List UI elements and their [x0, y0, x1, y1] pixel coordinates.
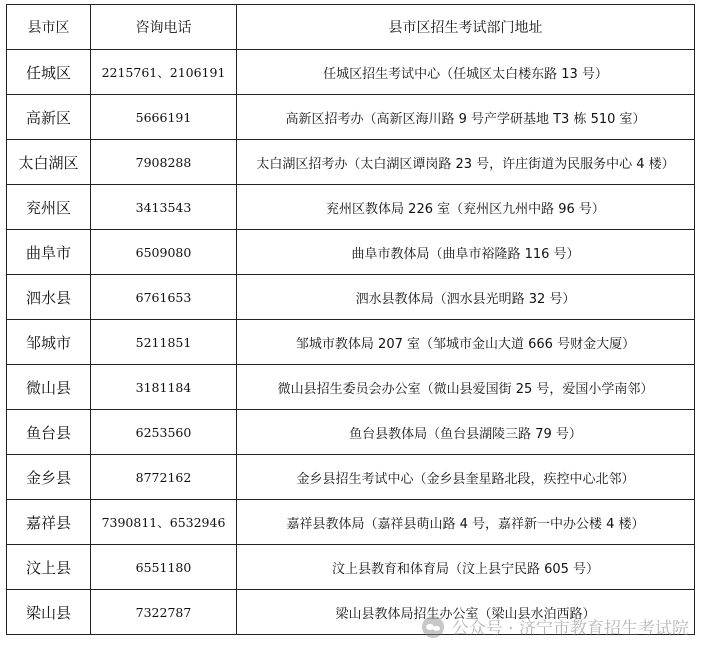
phone-cell: 5211851 — [91, 320, 237, 365]
address-cell: 鱼台县教体局（鱼台县湖陵三路 79 号） — [237, 410, 695, 455]
address-cell: 曲阜市教体局（曲阜市裕隆路 116 号） — [237, 230, 695, 275]
phone-cell: 6509080 — [91, 230, 237, 275]
address-cell: 高新区招考办（高新区海川路 9 号产学研基地 T3 栋 510 室） — [237, 95, 695, 140]
phone-cell: 6761653 — [91, 275, 237, 320]
address-cell: 泗水县教体局（泗水县光明路 32 号） — [237, 275, 695, 320]
address-cell: 嘉祥县教体局（嘉祥县萌山路 4 号，嘉祥新一中办公楼 4 楼） — [237, 500, 695, 545]
address-cell: 微山县招生委员会办公室（微山县爱国街 25 号，爱国小学南邻） — [237, 365, 695, 410]
county-cell: 泗水县 — [7, 275, 91, 320]
phone-cell: 8772162 — [91, 455, 237, 500]
contact-table-container — [6, 4, 694, 635]
phone-cell: 6253560 — [91, 410, 237, 455]
address-cell: 金乡县招生考试中心（金乡县奎星路北段，疾控中心北邻） — [237, 455, 695, 500]
county-cell: 微山县 — [7, 365, 91, 410]
table-row — [7, 185, 695, 230]
table-row — [7, 365, 695, 410]
phone-cell: 7908288 — [91, 140, 237, 185]
table-row — [7, 140, 695, 185]
table-row — [7, 545, 695, 590]
address-cell: 邹城市教体局 207 室（邹城市金山大道 666 号财金大厦） — [237, 320, 695, 365]
county-cell: 邹城市 — [7, 320, 91, 365]
phone-cell: 7390811、6532946 — [91, 500, 237, 545]
table-row — [7, 410, 695, 455]
address-cell: 梁山县教体局招生办公室（梁山县水泊西路） — [237, 590, 695, 635]
county-cell: 兖州区 — [7, 185, 91, 230]
county-cell: 太白湖区 — [7, 140, 91, 185]
county-cell: 汶上县 — [7, 545, 91, 590]
county-cell: 嘉祥县 — [7, 500, 91, 545]
phone-cell: 3413543 — [91, 185, 237, 230]
header-phone: 咨询电话 — [91, 5, 237, 50]
phone-cell: 3181184 — [91, 365, 237, 410]
table-row — [7, 275, 695, 320]
table-row — [7, 455, 695, 500]
phone-cell: 7322787 — [91, 590, 237, 635]
table-row — [7, 500, 695, 545]
header-address: 县市区招生考试部门地址 — [237, 5, 695, 50]
county-cell: 高新区 — [7, 95, 91, 140]
county-cell: 曲阜市 — [7, 230, 91, 275]
phone-cell: 2215761、2106191 — [91, 50, 237, 95]
table-row — [7, 320, 695, 365]
header-county: 县市区 — [7, 5, 91, 50]
address-cell: 太白湖区招考办（太白湖区谭岗路 23 号，许庄街道为民服务中心 4 楼） — [237, 140, 695, 185]
county-cell: 任城区 — [7, 50, 91, 95]
county-cell: 鱼台县 — [7, 410, 91, 455]
address-cell: 任城区招生考试中心（任城区太白楼东路 13 号） — [237, 50, 695, 95]
table-row — [7, 590, 695, 635]
address-cell: 兖州区教体局 226 室（兖州区九州中路 96 号） — [237, 185, 695, 230]
county-cell: 梁山县 — [7, 590, 91, 635]
address-cell: 汶上县教育和体育局（汶上县宁民路 605 号） — [237, 545, 695, 590]
table-row — [7, 50, 695, 95]
phone-cell: 6551180 — [91, 545, 237, 590]
table-row — [7, 95, 695, 140]
phone-cell: 5666191 — [91, 95, 237, 140]
county-cell: 金乡县 — [7, 455, 91, 500]
contact-table — [6, 4, 695, 635]
watermark-text: 公众号 · 济宁市教育招生考试院 — [451, 619, 689, 639]
table-row — [7, 230, 695, 275]
table-header-row — [7, 5, 695, 50]
